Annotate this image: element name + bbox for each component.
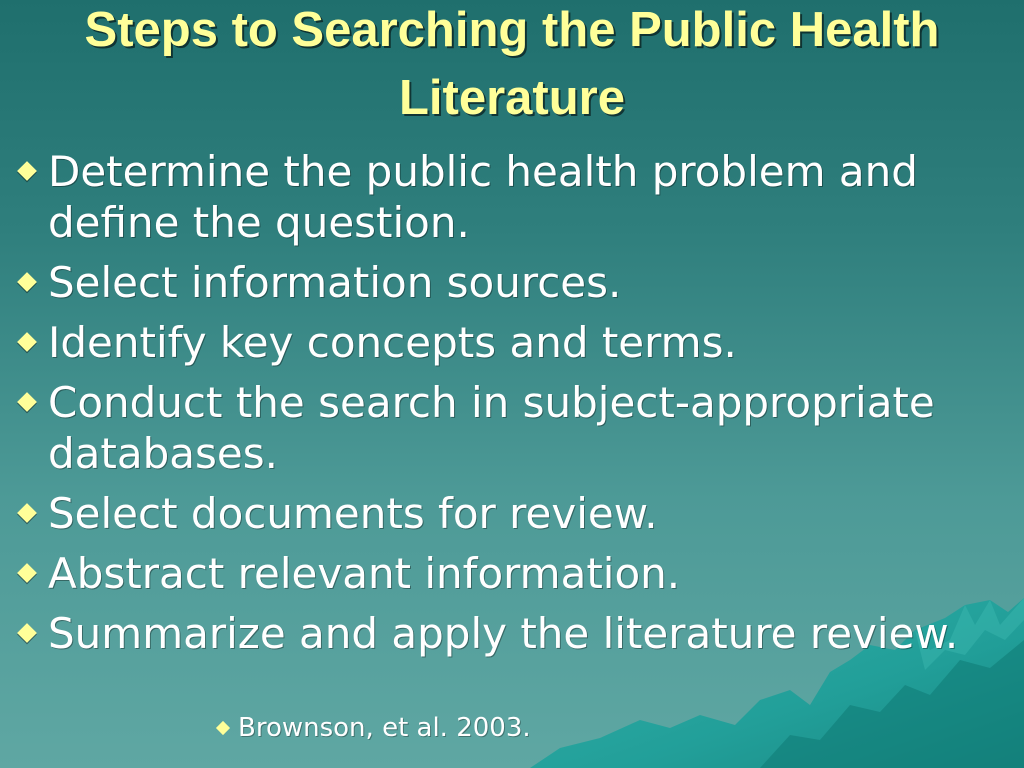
citation (218, 712, 531, 744)
bullet-text: Conduct the search in subject-appropriate databases. (48, 378, 935, 478)
bullet-text: Identify key concepts and terms. (48, 318, 737, 367)
diamond-icon (17, 503, 37, 523)
bullet-item (12, 146, 1022, 248)
bullet-item (12, 608, 1022, 659)
bullet-item (12, 548, 1022, 599)
diamond-icon (17, 161, 37, 181)
diamond-icon (17, 623, 37, 643)
diamond-icon (216, 721, 230, 735)
bullet-text: Summarize and apply the literature review. (48, 609, 959, 658)
citation-text: Brownson, et al. 2003. (238, 713, 531, 743)
bullet-text: Select information sources. (48, 258, 622, 307)
bullet-item (12, 488, 1022, 539)
slide-title: Steps to Searching the Public Health Literature (84, 3, 940, 125)
bullet-item (12, 377, 1022, 479)
bullet-item (12, 317, 1022, 368)
bullet-item (12, 257, 1022, 308)
diamond-icon (17, 272, 37, 292)
diamond-icon (17, 332, 37, 352)
diamond-icon (17, 563, 37, 583)
diamond-icon (17, 392, 37, 412)
bullet-list (12, 146, 1022, 668)
bullet-text: Determine the public health problem and define the question. (48, 147, 918, 247)
bullet-text: Abstract relevant information. (48, 549, 681, 598)
bullet-text: Select documents for review. (48, 489, 658, 538)
